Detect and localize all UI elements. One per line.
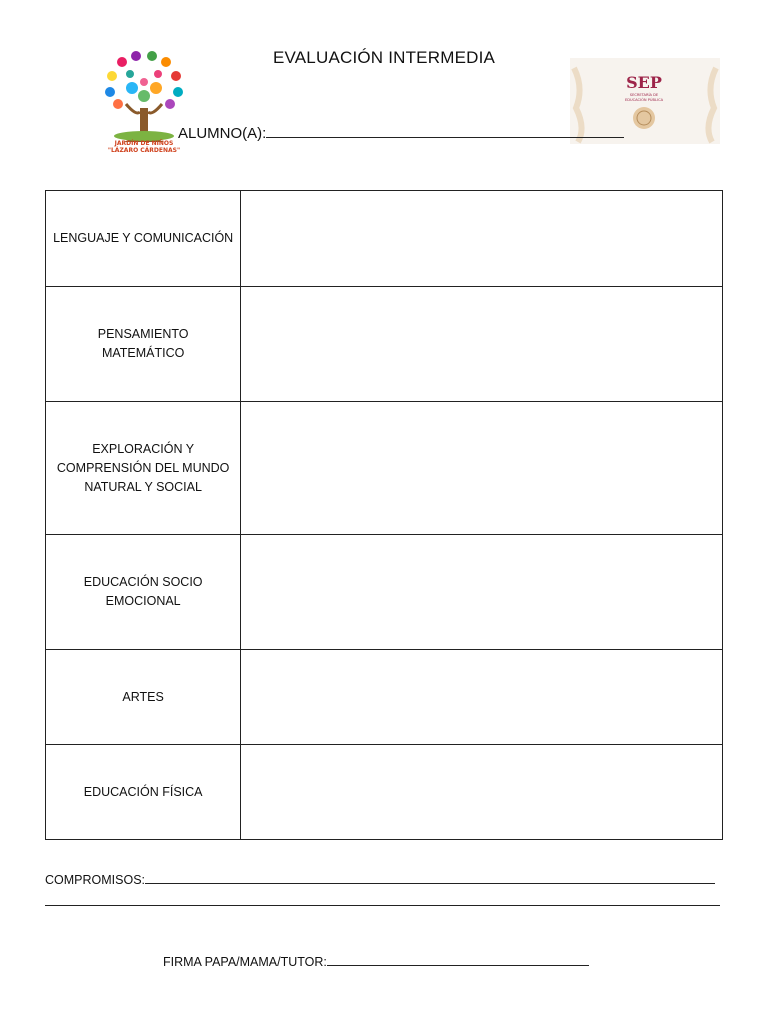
student-name-line[interactable] xyxy=(266,123,624,138)
student-label: ALUMNO(A): xyxy=(178,125,267,142)
signature-line[interactable] xyxy=(327,954,589,966)
table-row xyxy=(46,402,723,535)
compromisos-line[interactable] xyxy=(145,872,715,884)
area-label: PENSAMIENTO MATEMÁTICO xyxy=(46,287,241,402)
signature-label: FIRMA PAPA/MAMA/TUTOR: xyxy=(163,955,327,969)
evaluation-table xyxy=(45,190,723,840)
document-title: EVALUACIÓN INTERMEDIA xyxy=(272,48,496,67)
area-answer-cell[interactable] xyxy=(241,402,723,535)
sep-logo-text: SEP xyxy=(626,73,662,92)
area-label: ARTES xyxy=(46,650,241,745)
table-row xyxy=(46,745,723,840)
table-row xyxy=(46,650,723,745)
seal-icon xyxy=(633,107,655,129)
signature-field[interactable] xyxy=(163,954,589,969)
table-row xyxy=(46,191,723,287)
compromisos-field[interactable] xyxy=(45,872,715,887)
table-row xyxy=(46,287,723,402)
svg-text:SECRETARÍA DE: SECRETARÍA DE xyxy=(629,93,659,97)
area-label: LENGUAJE Y COMUNICACIÓN xyxy=(46,191,241,287)
area-label: EDUCACIÓN FÍSICA xyxy=(46,745,241,840)
area-answer-cell[interactable] xyxy=(241,287,723,402)
table-row xyxy=(46,535,723,650)
area-answer-cell[interactable] xyxy=(241,535,723,650)
area-answer-cell[interactable] xyxy=(241,650,723,745)
area-answer-cell[interactable] xyxy=(241,745,723,840)
area-label: EDUCACIÓN SOCIO EMOCIONAL xyxy=(46,535,241,650)
svg-text:EDUCACIÓN PÚBLICA: EDUCACIÓN PÚBLICA xyxy=(624,98,664,102)
area-label: EXPLORACIÓN Y COMPRENSIÓN DEL MUNDO NATURAL Y SOCIAL xyxy=(46,402,241,535)
compromisos-label: COMPROMISOS: xyxy=(45,873,146,887)
school-name-logo-text: JARDÍN DE NIÑOS "LÁZARO CÁRDENAS" xyxy=(107,140,181,154)
student-name-field[interactable] xyxy=(178,123,624,142)
area-answer-cell[interactable] xyxy=(241,191,723,287)
compromisos-line-continued[interactable] xyxy=(45,905,720,906)
